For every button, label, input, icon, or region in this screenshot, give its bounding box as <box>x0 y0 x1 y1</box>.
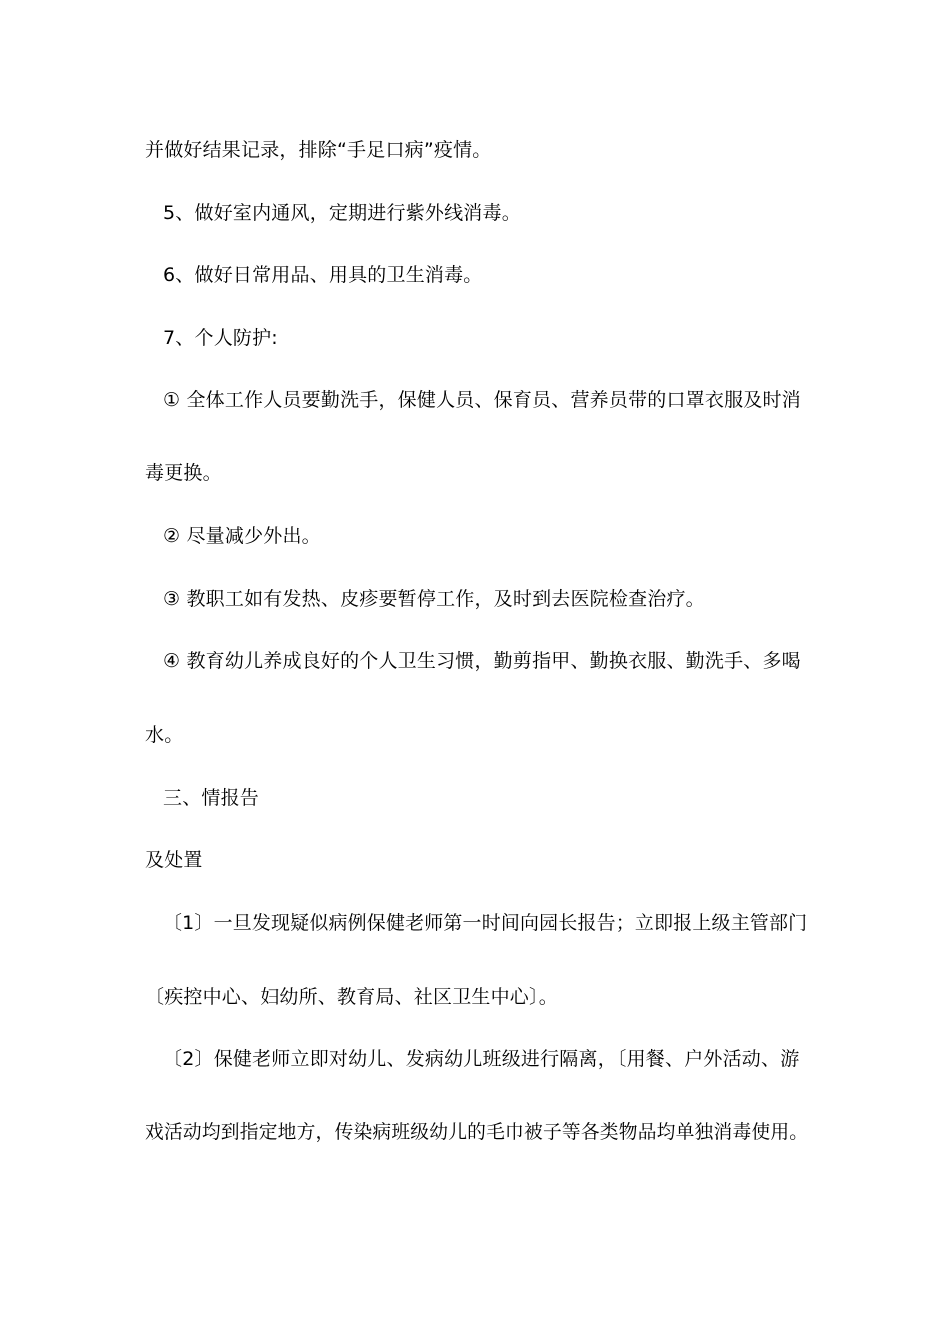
text-line: 毒更换。 <box>145 462 222 484</box>
text-line: ④ 教育幼儿养成良好的个人卫生习惯，勤剪指甲、勤换衣服、勤洗手、多喝 <box>163 650 801 672</box>
text-line: 并做好结果记录，排除“手足口病”疫情。 <box>145 139 492 161</box>
text-line: ③ 教职工如有发热、皮疹要暂停工作，及时到去医院检查治疗。 <box>163 588 705 610</box>
text-line: ① 全体工作人员要勤洗手，保健人员、保育员、营养员带的口罩衣服及时消 <box>163 389 801 411</box>
text-line: 戏活动均到指定地方，传染病班级幼儿的毛巾被子等各类物品均单独消毒使用。 <box>145 1122 809 1143</box>
text-line: 6、做好日常用品、用具的卫生消毒。 <box>163 264 483 286</box>
text-line: 〔2〕保健老师立即对幼儿、发病幼儿班级进行隔离，〔用餐、户外活动、游 <box>163 1048 800 1070</box>
text-line: 〔疾控中心、妇幼所、教育局、社区卫生中心〕。 <box>145 986 558 1008</box>
text-line: 〔1〕一旦发现疑似病例保健老师第一时间向园长报告；立即报上级主管部门 <box>163 912 808 934</box>
text-line: 5、做好室内通风，定期进行紫外线消毒。 <box>163 202 521 224</box>
section-heading: 三、情报告 <box>163 787 260 809</box>
text-line: 及处置 <box>145 849 203 871</box>
text-line: 7、个人防护: <box>163 327 278 349</box>
text-line: 水。 <box>145 724 184 746</box>
text-line: ② 尽量减少外出。 <box>163 525 321 547</box>
